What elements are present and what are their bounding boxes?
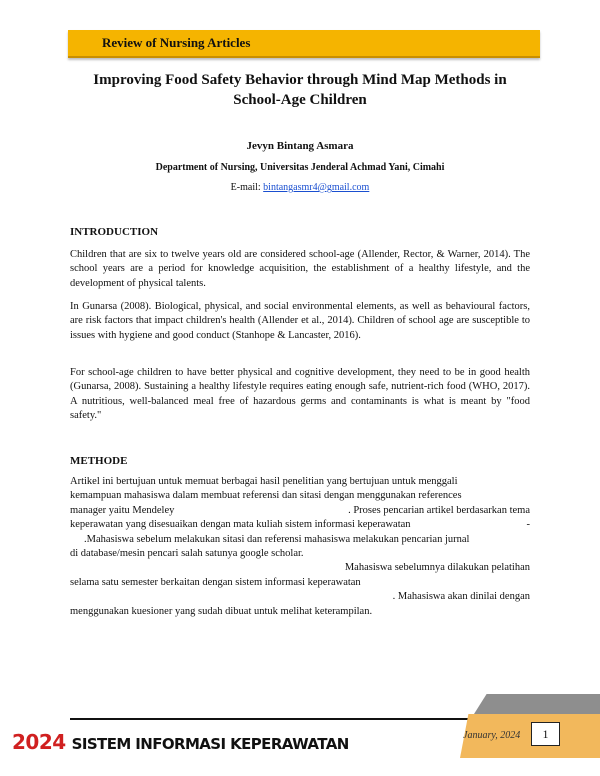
methode-line-4a: keperawatan yang disesuaikan dengan mata kuliah sistem informasi keperawatan <box>70 519 411 531</box>
methode-heading: METHODE <box>70 455 128 467</box>
introduction-heading: INTRODUCTION <box>70 226 159 238</box>
methode-line-4b: - <box>526 519 530 531</box>
methode-line-4 <box>70 518 530 532</box>
methode-paragraph <box>70 475 530 619</box>
intro-paragraph-3: For school-age children to have better physical and cognitive development, they need to be in good health (Gunarsa, 2008). Sustaining a healthy lifestyle requires eating enough safe, nutrient-rich food (WHO, 2017). A nutritious, well-balanced meal free of hazardous germs and contaminants is what is meant by "food safety." <box>70 367 530 422</box>
author-affiliation: Department of Nursing, Universitas Jenderal Achmad Yani, Cimahi <box>155 162 445 173</box>
journal-header-bar <box>68 30 540 58</box>
intro-paragraph-1: Children that are six to twelve years old are considered school-age (Allender, Rector, & Warner, 2014). The school years are a period for knowledge acquisition, the establishment of a healthy lifestyle, and the development of physical talents. <box>70 249 530 289</box>
footer-brand <box>12 730 349 754</box>
author-name: Jevyn Bintang Asmara <box>246 140 354 152</box>
methode-line-5: .Mahasiswa sebelum melakukan sitasi dan referensi mahasiswa melakukan pencarian jurnal <box>84 533 470 545</box>
methode-line-3b: . Proses pencarian artikel berdasarkan tema <box>348 504 530 516</box>
methode-line-10: menggunakan kuesioner yang sudah dibuat untuk melihat keterampilan. <box>70 605 373 617</box>
title-line-2: School-Age Children <box>233 92 367 108</box>
page-number: 1 <box>531 722 560 746</box>
email-link[interactable]: bintangasmr4@gmail.com <box>263 182 370 193</box>
article-title <box>40 70 560 110</box>
methode-line-6: di database/mesin pencari salah satunya google scholar. <box>70 547 304 559</box>
brand-name: SISTEM INFORMASI KEPERAWATAN <box>71 735 349 753</box>
methode-line-2: kemampuan mahasiswa dalam membuat referensi dan sitasi dengan menggunakan references <box>70 490 462 502</box>
author-email <box>0 182 600 193</box>
footer-gray-accent <box>474 694 600 714</box>
methode-line-9: . Mahasiswa akan dinilai dengan <box>392 591 530 603</box>
footer-rule <box>70 718 530 720</box>
journal-name: Review of Nursing Articles <box>102 35 251 50</box>
methode-line-3a: manager yaitu Mendeley <box>70 504 175 516</box>
intro-paragraph-2: In Gunarsa (2008). Biological, physical, and social environmental elements, as well as behavioural factors, are risk factors that impact children's health (Allender et al., 2014). Children of school age are susceptible to issues with hygiene and good conduct (Stanhope & Lancaster, 2016). <box>70 301 530 341</box>
methode-line-8: selama satu semester berkaitan dengan sistem informasi keperawatan <box>70 576 361 588</box>
email-label: E-mail: <box>230 182 264 193</box>
methode-line-3 <box>70 504 530 518</box>
methode-line-1: Artikel ini bertujuan untuk memuat berbagai hasil penelitian yang bertujuan untuk menggali <box>70 476 458 487</box>
brand-year: 2024 <box>12 730 66 754</box>
methode-line-7: Mahasiswa sebelumnya dilakukan pelatihan <box>344 562 530 574</box>
title-line-1: Improving Food Safety Behavior through Mind Map Methods in <box>93 72 507 88</box>
footer-date: January, 2024 <box>463 730 521 741</box>
